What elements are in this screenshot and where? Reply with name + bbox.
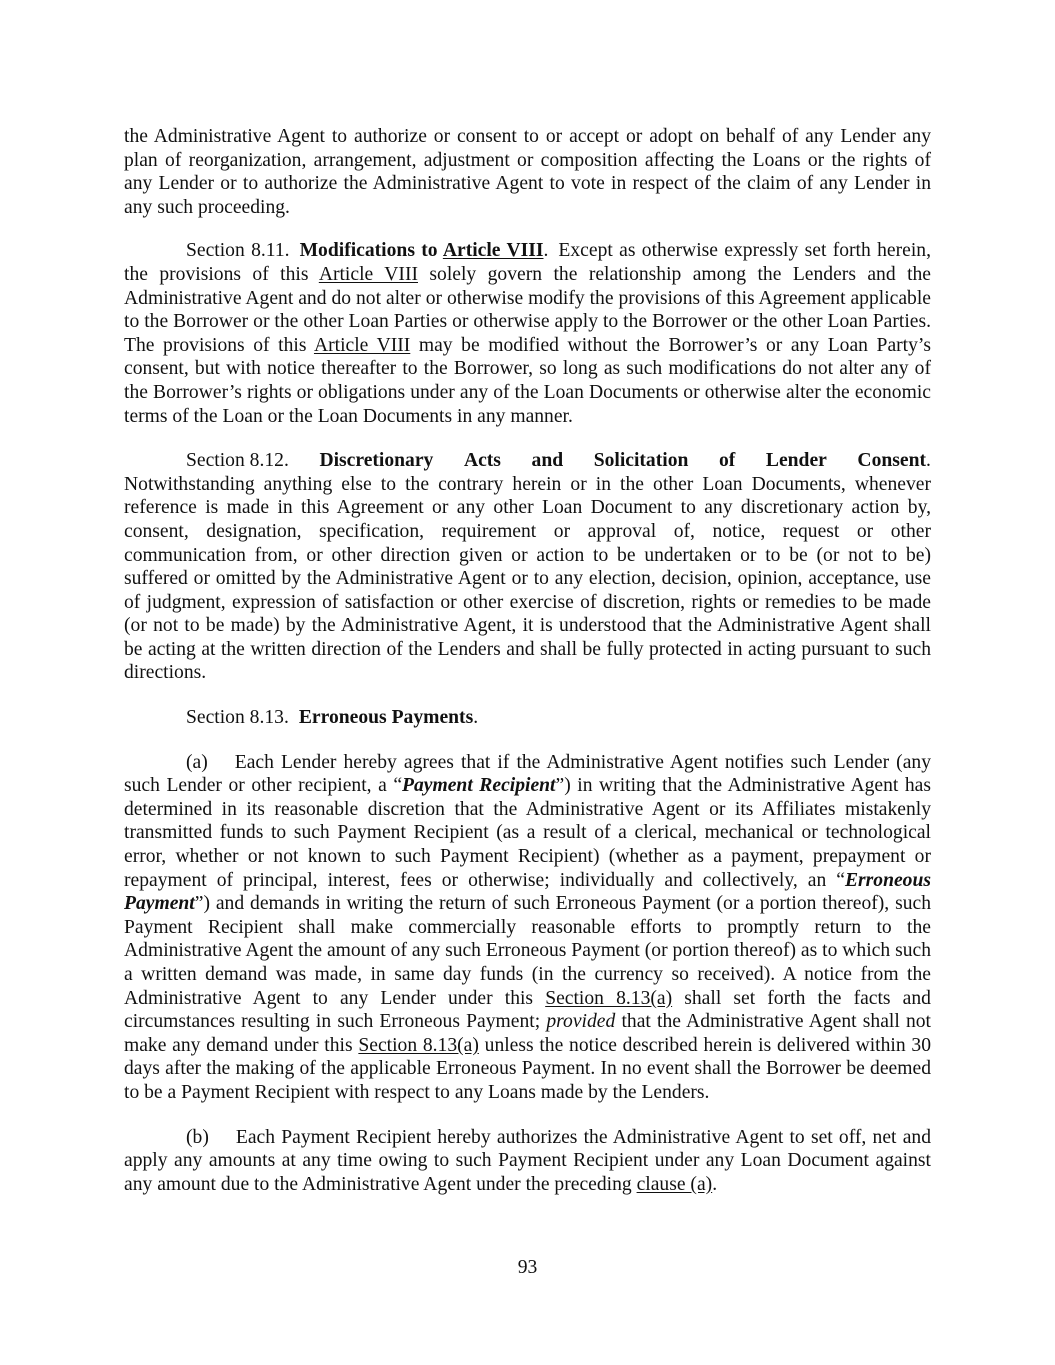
heading-word: Consent bbox=[857, 450, 927, 472]
section-number: Section 8.12. bbox=[186, 450, 289, 472]
paragraph-label: (b) bbox=[186, 1126, 209, 1148]
document-page bbox=[124, 125, 931, 1196]
heading-word: Discretionary bbox=[319, 450, 434, 472]
section-8-13-heading: Section 8.13. Erroneous Payments. bbox=[186, 707, 479, 729]
heading-word: of bbox=[718, 450, 736, 472]
defined-term: Erroneous Payment bbox=[124, 869, 931, 915]
clause-reference: clause (a) bbox=[636, 1173, 713, 1195]
section-8-12-body: Notwithstanding anything else to the contrary herein or in the other Loan Documents, whenever reference is made in this Agreement or any other Loan Document to any discretionary action by, consent, designation, specification, requirement or approval of, notice, request or other communication from, or other direction given or action to be undertaken or to be (or not to be) suffered or omitted by the Administrative Agent or to any election, decision, opinion, acceptance, use of judgment, expression of satisfaction or other exercise of discretion, rights or remedies to be made (or not to be made) by the Administrative Agent, it is understood that the Administrative Agent shall be acting at the written direction of the Lenders and shall be fully protected in acting pursuant to such directions. bbox=[124, 473, 931, 684]
heading-word: Acts bbox=[463, 450, 501, 472]
provided-italic: provided bbox=[546, 1011, 616, 1033]
article-viii-reference: Article VIII bbox=[313, 334, 411, 356]
section-reference: Section 8.13(a) bbox=[358, 1034, 479, 1056]
article-viii-reference: Article VIII bbox=[442, 240, 544, 262]
paragraph-label: (a) bbox=[186, 751, 208, 773]
section-number: Section 8.13. bbox=[186, 707, 289, 729]
heading-word: and bbox=[531, 450, 564, 472]
heading-word: Solicitation bbox=[593, 450, 689, 472]
continuation-paragraph: the Administrative Agent to authorize or consent to or accept or adopt on behalf of any Lender any plan of reorganization, arrangement, adjustment or composition affecting the Loans or the rights of any Lender or to authorize the Administrative Agent to vote in respect of the claim of any Lender in any such proceeding. bbox=[124, 126, 931, 218]
page-number: 93 bbox=[517, 1257, 538, 1278]
section-title: Erroneous Payments bbox=[298, 707, 474, 729]
section-title: Modifications to Article VIII bbox=[299, 240, 544, 262]
section-reference: Section 8.13(a) bbox=[545, 987, 673, 1009]
article-viii-reference: Article VIII bbox=[318, 263, 418, 285]
section-8-12-block bbox=[124, 449, 931, 685]
paragraph-b: (b) Each Payment Recipient hereby authorizes the Administrative Agent to set off, net and apply any amounts at any time owing to such Payment Recipient under any Loan Document against any amount due to the Administrative Agent under the preceding clause (a). bbox=[124, 1126, 931, 1195]
defined-term: Payment Recipient bbox=[402, 775, 556, 797]
paragraph-a: (a) Each Lender hereby agrees that if the Administrative Agent notifies such Lender (any such Lender or other recipient, a “Payment Recipient”) in writing that the Administrative Agent has determined in its reasonable discretion that the Administrative Agent or its Affiliates mistakenly transmitted funds to such Payment Recipient (as a result of a clerical, mechanical or technological error, whether or not known to such Payment Recipient) (whether as a payment, prepayment or repayment of principal, interest, fees or otherwise; individually and collectively, an “Erroneous Payment”) and demands in writing the return of such Erroneous Payment (or a portion thereof), such Payment Recipient shall make commercially reasonable efforts to promptly return to the Administrative Agent the amount of any such Erroneous Payment (or portion thereof) as to which such a written demand was made, in same day funds (in the currency so received). A notice from the Administrative Agent to any Lender under this Section 8.13(a) shall set forth the facts and circumstances resulting in such Erroneous Payment; provided that the Administrative Agent shall not make any demand under this Section 8.13(a) unless the notice described herein is delivered within 30 days after the making of the applicable Erroneous Payment. In no event shall the Borrower be deemed to be a Payment Recipient with respect to any Loans made by the Lenders. bbox=[124, 751, 932, 1103]
section-8-11-paragraph: Section 8.11. Modifications to Article VIII. Except as otherwise expressly set forth herein, the provisions of this Article VIII solely govern the relationship among the Lenders and the Administrative Agent and do not alter or otherwise modify the provisions of this Agreement applicable to the Borrower or the other Loan Parties or otherwise apply to the Borrower or the other Loan Parties. The provisions of this Article VIII may be modified without the Borrower’s or any Loan Party’s consent, but with notice thereafter to the Borrower, so long as such modifications do not alter any of the Borrower’s rights or obligations under any of the Loan Documents or otherwise alter the economic terms of the Loan or the Loan Documents in any manner. bbox=[124, 240, 932, 427]
heading-word: Lender bbox=[765, 450, 827, 472]
section-8-12-heading: Section 8.12. Discretionary Acts and Solicitation of Lender Consent. bbox=[124, 449, 931, 473]
section-number: Section 8.11. bbox=[186, 240, 290, 262]
